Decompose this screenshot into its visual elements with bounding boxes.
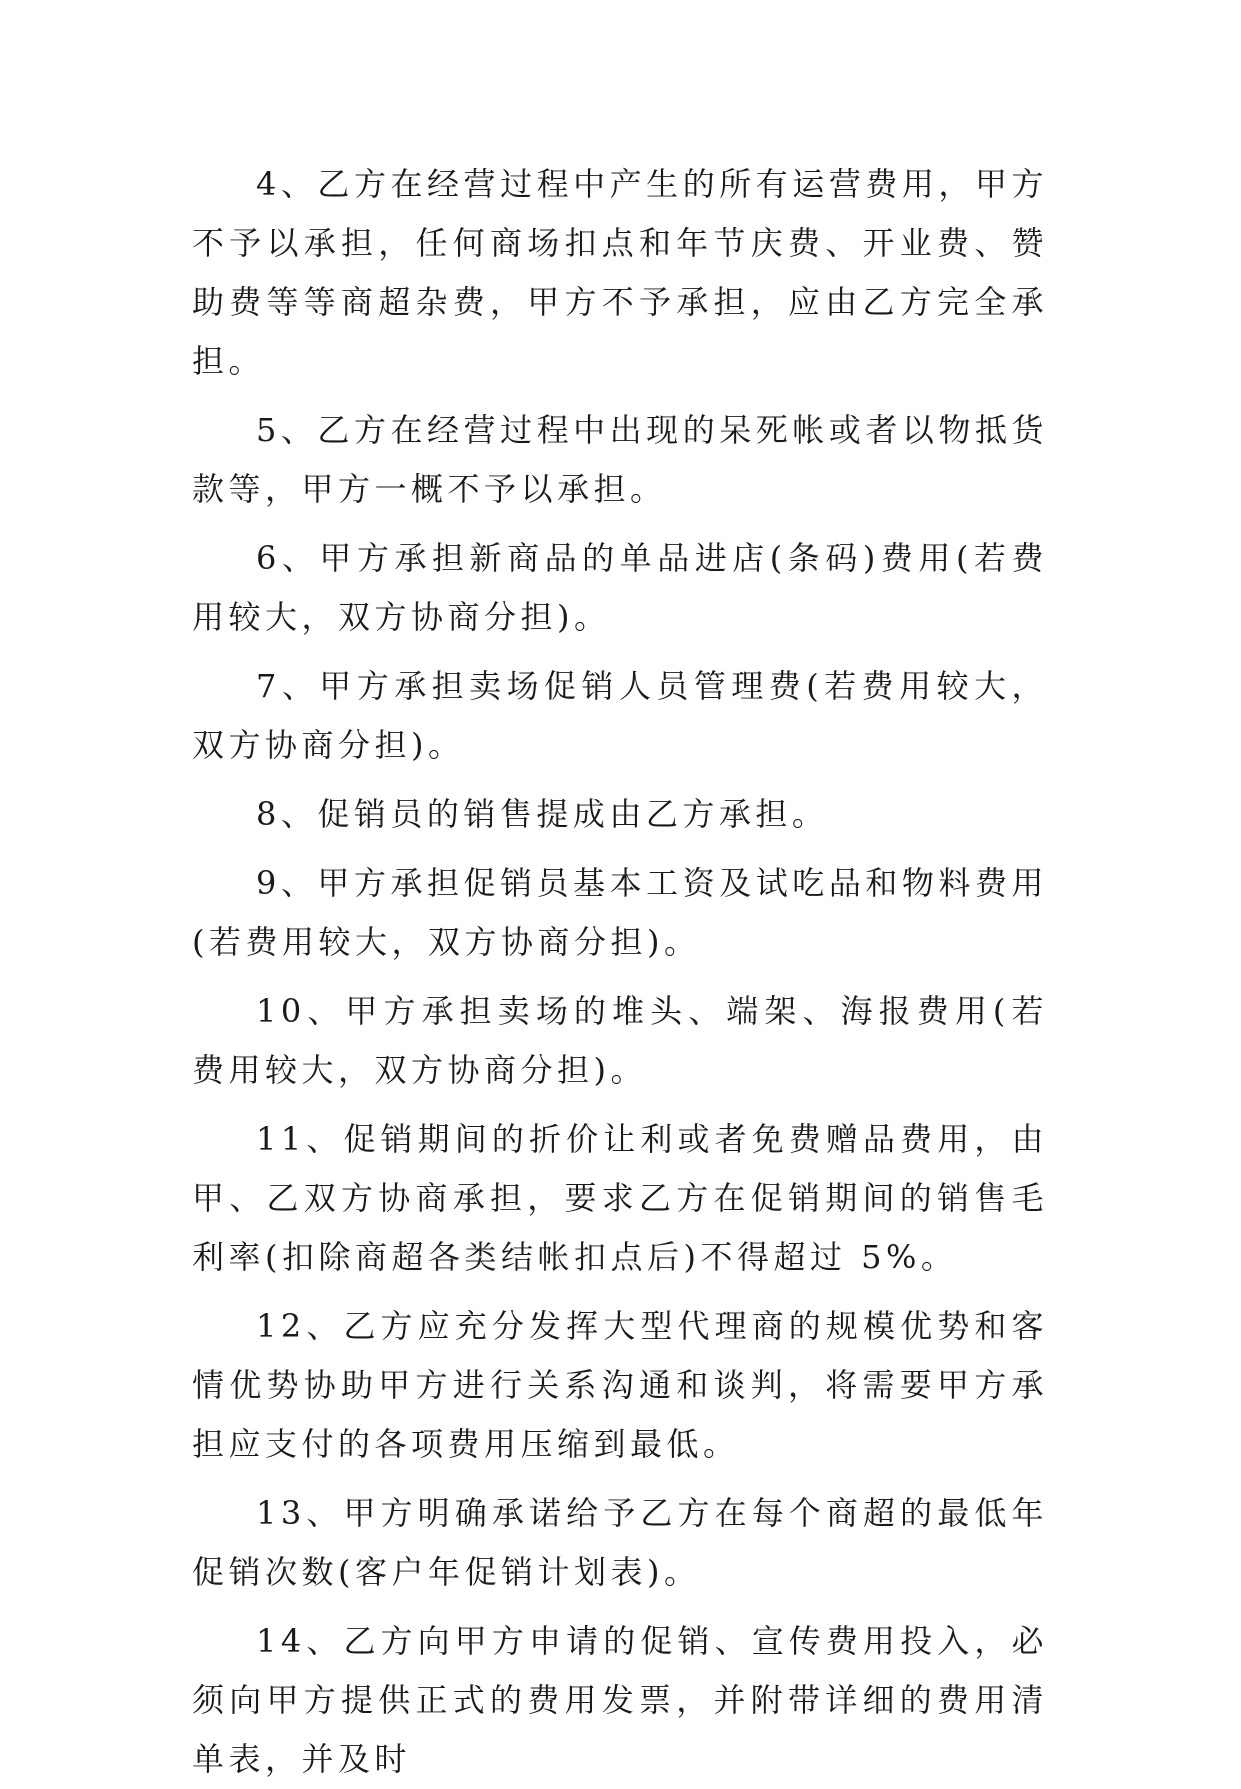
clause-13: 13、甲方明确承诺给予乙方在每个商超的最低年促销次数(客户年促销计划表)。	[192, 1494, 1048, 1591]
clause-12: 12、乙方应充分发挥大型代理商的规模优势和客情优势协助甲方进行关系沟通和谈判，将需要甲方承担应支付的各项费用压缩到最低。	[192, 1307, 1048, 1463]
clause-5: 5、乙方在经营过程中出现的呆死帐或者以物抵货款等，甲方一概不予以承担。	[192, 411, 1048, 508]
clause-6: 6、甲方承担新商品的单品进店(条码)费用(若费用较大，双方协商分担)。	[192, 539, 1048, 636]
clause-10: 10、甲方承担卖场的堆头、端架、海报费用(若费用较大，双方协商分担)。	[192, 992, 1048, 1089]
clause-8: 8、促销员的销售提成由乙方承担。	[256, 795, 829, 833]
clause-11: 11、促销期间的折价让利或者免费赠品费用，由甲、乙双方协商承担，要求乙方在促销期间的销售毛利率(扣除商超各类结帐扣点后)不得超过 5%。	[192, 1120, 1048, 1276]
document-body	[192, 155, 1048, 1789]
clause-9: 9、甲方承担促销员基本工资及试吃品和物料费用(若费用较大，双方协商分担)。	[192, 864, 1048, 961]
clause-4: 4、乙方在经营过程中产生的所有运营费用，甲方不予以承担，任何商场扣点和年节庆费、开业费、赞助费等等商超杂费，甲方不予承担，应由乙方完全承担。	[192, 165, 1048, 380]
clause-14: 14、乙方向甲方申请的促销、宣传费用投入，必须向甲方提供正式的费用发票，并附带详细的费用清单表，并及时	[192, 1622, 1048, 1778]
clause-7: 7、甲方承担卖场促销人员管理费(若费用较大，双方协商分担)。	[192, 667, 1048, 764]
